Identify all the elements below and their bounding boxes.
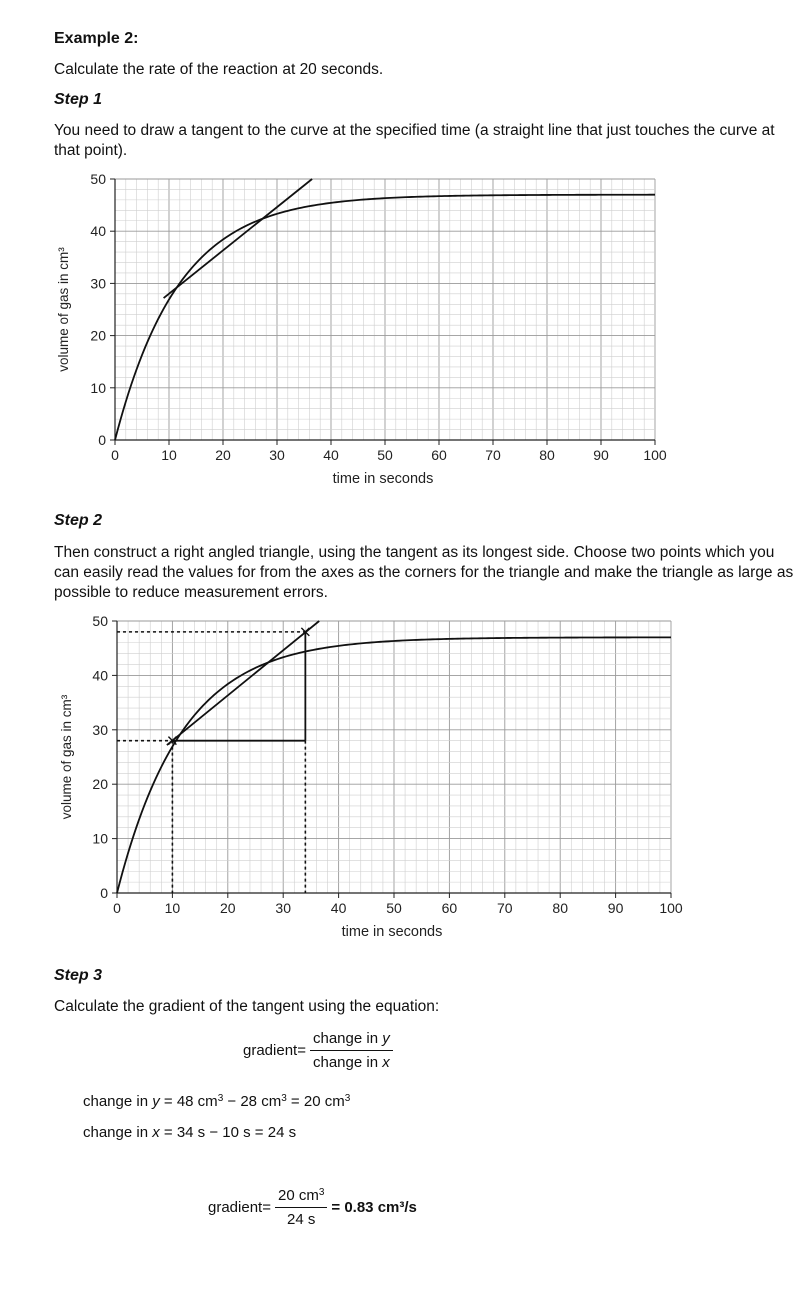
x-tick-label: 90 [607,900,624,916]
x-tick-label: 50 [377,447,393,463]
x-tick-label: 60 [431,447,447,463]
y-tick-label: 10 [92,830,108,847]
change-x-expr: = 34 s − 10 s = 24 s [159,1124,297,1141]
x-tick-label: 80 [552,900,568,916]
example-title: Example 2: [54,30,139,47]
x-tick-label: 90 [593,447,609,463]
x-tick-label: 0 [113,900,121,916]
y-tick-label: 20 [92,776,108,793]
formula-numerator: change in [312,1030,383,1047]
result-numerator: 20 cm [277,1187,319,1204]
formula-var-x: x [382,1054,390,1071]
step1-chart [0,165,808,495]
step2-chart [0,608,808,950]
task-text: Calculate the rate of the reaction at 20 seconds. [54,61,384,78]
change-in-x-line [83,1124,296,1141]
x-tick-label: 100 [659,900,683,916]
y-tick-label: 0 [98,432,106,448]
formula-denominator: change in [312,1054,383,1071]
x-tick-label: 80 [539,447,555,463]
change-y-value-2: − 28 cm [223,1093,282,1110]
tangent-line [167,621,319,745]
step3-text: Calculate the gradient of the tangent using the equation: [54,998,440,1015]
x-tick-label: 30 [269,447,285,463]
step3-label: Step 3 [54,967,103,984]
step2-label: Step 2 [54,512,103,529]
y-tick-label: 10 [90,379,106,396]
cube-sup: 3 [344,1093,351,1104]
tangent-line [164,179,313,298]
x-tick-label: 30 [275,900,291,916]
step1-text: You need to draw a tangent to the curve at the specified time (a straight line that just touches the curve at that point). [54,122,775,159]
change-y-prefix: change in [83,1093,153,1110]
change-x-prefix: change in [83,1124,153,1141]
x-tick-label: 20 [215,447,231,463]
x-tick-label: 10 [161,447,177,463]
x-tick-label: 40 [323,447,339,463]
gradient-formula: gradient = $\frac{\text{change in y}}{\text{change in x}}$ [243,1030,397,1071]
x-axis-title: time in seconds [332,471,434,487]
y-tick-label: 40 [90,223,106,240]
result-gradient-word: gradient [208,1199,263,1216]
x-tick-label: 70 [497,900,513,916]
cube-sup: 3 [217,1093,224,1104]
y-tick-label: 30 [92,721,108,738]
cube-sup: 3 [318,1187,325,1198]
step1-label: Step 1 [54,91,103,108]
cube-sup: 3 [281,1093,287,1104]
change-y-value-1: = 48 cm [159,1093,218,1110]
x-tick-label: 70 [485,447,501,463]
y-tick-label: 0 [100,885,108,901]
x-tick-label: 10 [164,900,181,916]
change-x-var: x [152,1124,160,1141]
y-tick-label: 50 [90,171,106,187]
x-tick-label: 50 [386,900,402,916]
change-y-var: y [152,1093,160,1110]
gradient-result: gradient = $\frac{20 cm^3}{24 s}$ = 0.83 cm³/s [208,1187,417,1228]
x-tick-label: 100 [643,447,667,463]
change-y-result: = 20 cm [286,1093,345,1110]
y-tick-label: 50 [92,613,108,629]
x-tick-label: 60 [441,900,458,916]
gradient-word: gradient [243,1042,298,1059]
change-in-y-line [83,1093,350,1110]
result-denominator: 24 s [287,1211,316,1228]
x-axis-title: time in seconds [341,924,443,940]
result-value: = 0.83 cm³/s [331,1199,417,1216]
y-tick-label: 40 [92,667,108,684]
y-axis-title: volume of gas in cm³ [56,247,71,372]
x-tick-label: 20 [220,900,236,916]
step2-text: Then construct a right angled triangle, using the tangent as its longest side. Choose two points which you can easily read the values for from the axes as the corners for the triangle and make the triangle as large as possible to reduce measurement errors. [54,544,794,601]
y-tick-label: 20 [90,327,106,344]
x-tick-label: 40 [330,900,347,916]
x-tick-label: 0 [111,447,119,463]
y-tick-label: 30 [90,275,106,292]
y-axis-title: volume of gas in cm³ [59,694,74,820]
formula-var-y: y [382,1030,390,1047]
